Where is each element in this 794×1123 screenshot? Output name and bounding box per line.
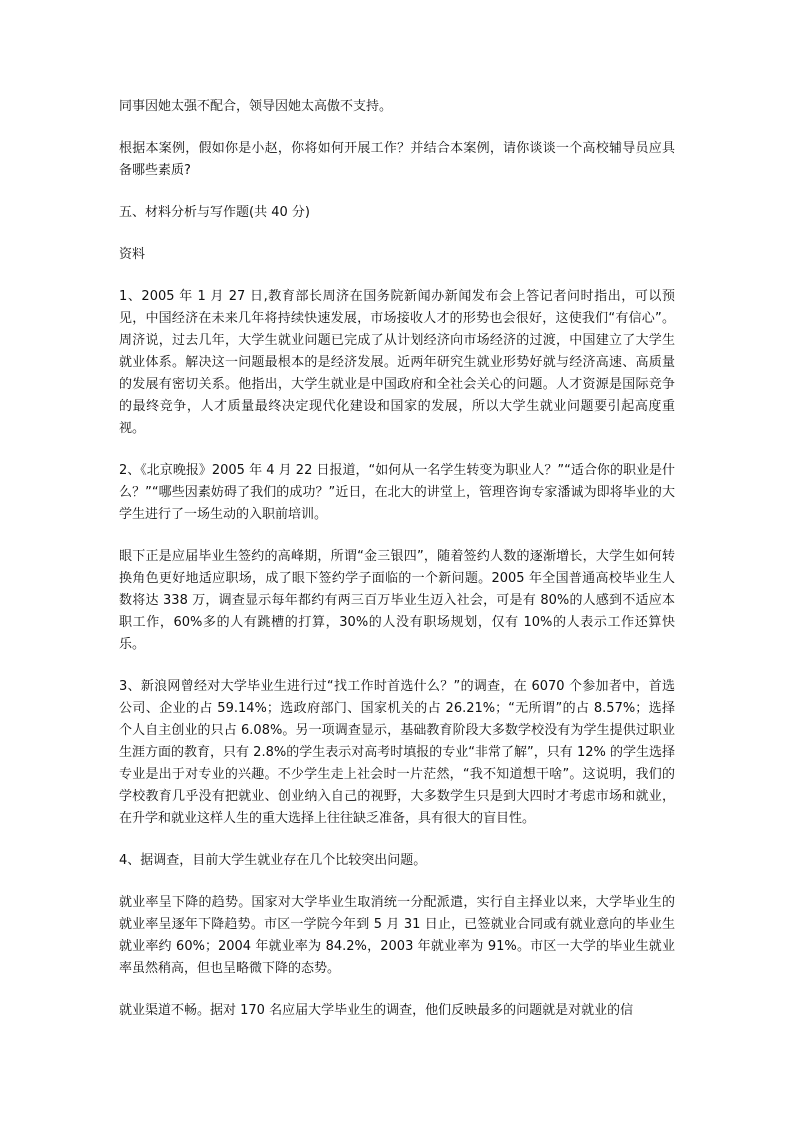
document-page — [119, 96, 675, 1042]
material-label: 资料 — [119, 247, 146, 262]
section-heading: 五、材料分析与写作题(共 40 分) — [119, 205, 310, 220]
material-item-4: 4、据调查，目前大学生就业存在几个比较突出问题。 — [119, 853, 427, 868]
employment-rate-paragraph: 就业率呈下降的趋势。国家对大学毕业生取消统一分配派遣，实行自主择业以来，大学毕业生的就业率呈逐年下降趋势。市区一学院今年到 5 月 31 日止，已签就业合同或有就业意向的毕业生就业率约 60%；2004 年就业率为 84.2%，2003 年就业率为 91%。市区一大学的毕业生就业率虽然稍高，但也呈略微下降的态势。 — [119, 895, 675, 976]
material-item-2-continued: 眼下正是应届毕业生签约的高峰期，所谓“金三银四”，随着签约人数的逐渐增长，大学生如何转换角色更好地适应职场，成了眼下签约学子面临的一个新问题。2005 年全国普通高校毕业生人数将达 338 万，调查显示每年都约有两三百万毕业生迈入社会，可是有 80%的人感到不适应本职工作，60%多的人有跳槽的打算，30%的人没有职场规划，仅有 10%的人表示工作还算快乐。 — [119, 549, 675, 652]
paragraph-case-ending: 同事因她太强不配合，领导因她太高傲不支持。 — [119, 99, 393, 114]
employment-channel-paragraph: 就业渠道不畅。据对 170 名应届大学毕业生的调查，他们反映最多的问题就是对就业的信 — [119, 1003, 634, 1018]
paragraph-case-question: 根据本案例，假如你是小赵，你将如何开展工作？并结合本案例，请你谈谈一个高校辅导员应具备哪些素质? — [119, 141, 675, 178]
material-item-3: 3、新浪网曾经对大学毕业生进行过“找工作时首选什么？”的调查，在 6070 个参加者中，首选公司、企业的占 59.14%；选政府部门、国家机关的占 26.21%；“无所谓”的占 8.57%；选择个人自主创业的只占 6.08%。另一项调查显示，基础教育阶段大多数学校没有为学生提供过职业生涯方面的教育，只有 2.8%的学生表示对高考时填报的专业“非常了解”，只有 12% 的学生选择专业是出于对专业的兴趣。不少学生走上社会时一片茫然，“我不知道想干啥”。这说明，我们的学校教育几乎没有把就业、创业纳入自己的视野，大多数学生只是到大四时才考虑市场和就业，在升学和就业这样人生的重大选择上往往缺乏准备，具有很大的盲目性。 — [119, 679, 675, 826]
material-item-1: 1、2005 年 1 月 27 日,教育部长周济在国务院新闻办新闻发布会上答记者问时指出，可以预见，中国经济在未来几年将持续快速发展，市场接收人才的形势也会很好，这使我们“有信心”。周济说，过去几年，大学生就业问题已完成了从计划经济向市场经济的过渡，中国建立了大学生就业体系。解决这一问题最根本的是经济发展。近两年研究生就业形势好就与经济高速、高质量的发展有密切关系。他指出，大学生就业是中国政府和全社会关心的问题。人才资源是国际竞争的最终竞争，人才质量最终决定现代化建设和国家的发展，所以大学生就业问题要引起高度重视。 — [119, 289, 675, 436]
material-item-2: 2、《北京晚报》2005 年 4 月 22 日报道，“如何从一名学生转变为职业人？”“适合你的职业是什么？”“哪些因素妨碍了我们的成功？”近日，在北大的讲堂上，管理咨询专家潘诚为即将毕业的大学生进行了一场生动的入职前培训。 — [119, 463, 675, 522]
